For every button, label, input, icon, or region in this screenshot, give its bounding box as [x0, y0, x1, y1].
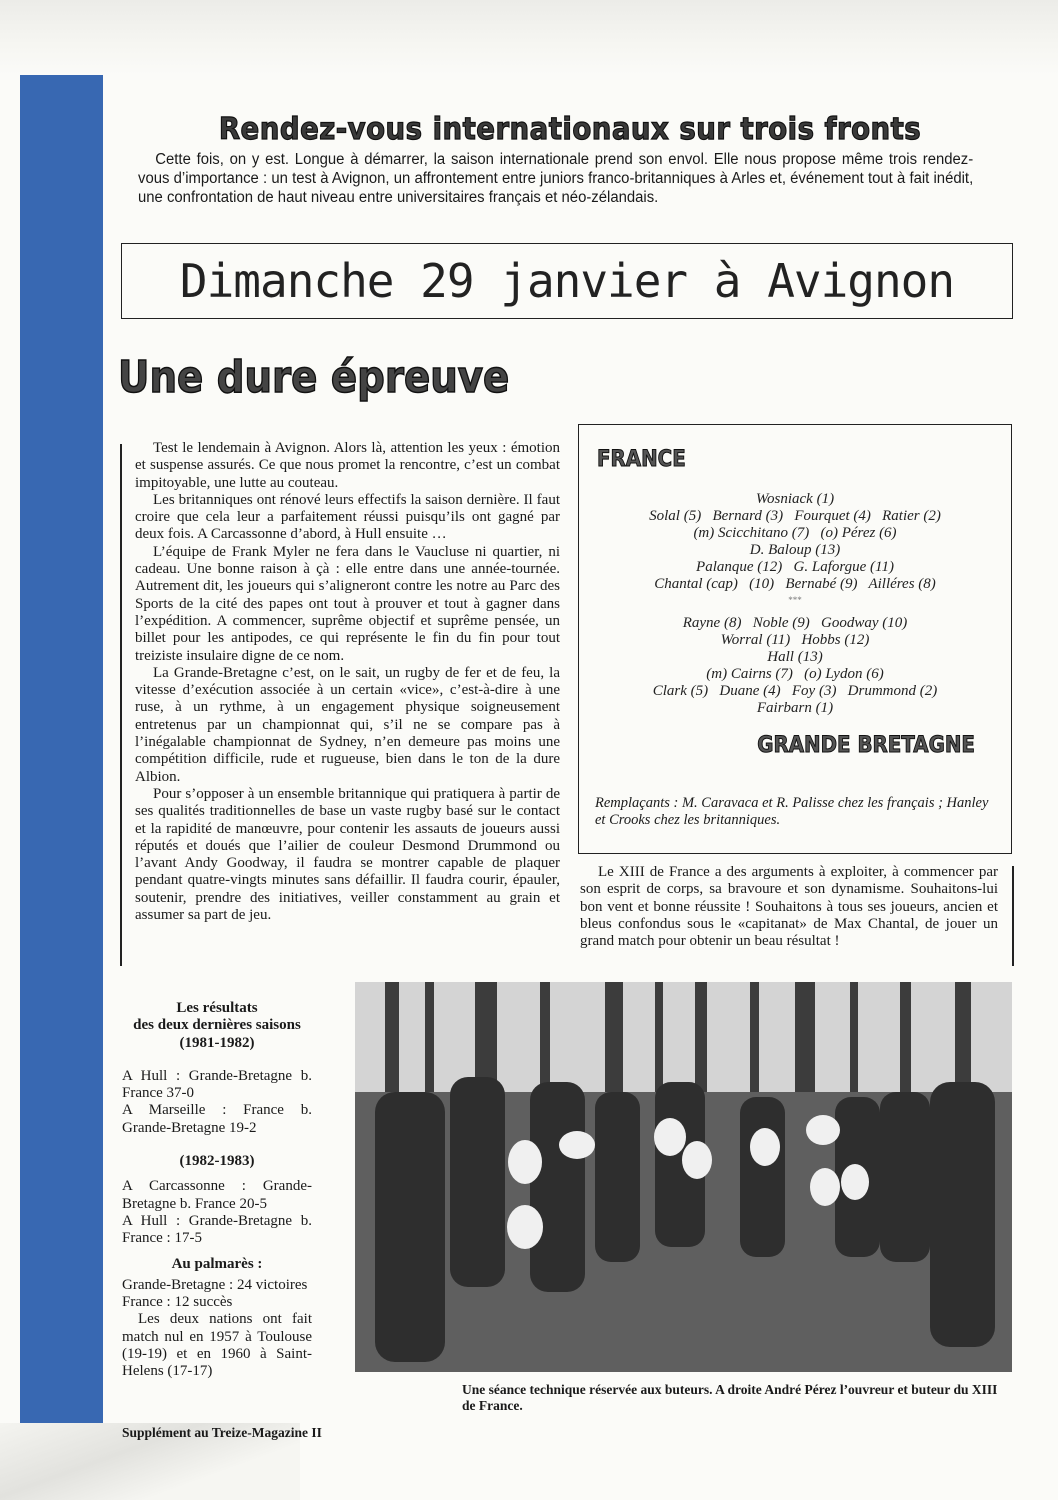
lineup-line: Wosniack (1)	[755, 491, 835, 507]
palmares-item: Grande-Bretagne : 24 victoires	[122, 1276, 308, 1293]
paper-edge-shading	[0, 0, 1058, 75]
gb-lineup	[579, 615, 1011, 717]
team-photo	[355, 982, 1012, 1372]
article-paragraph: Test le lendemain à Avignon. Alors là, attention les yeux : émotion et suspense assurés. Ce que nous promet la rencontre, c’est un combat impitoyable, une lutte au couteau.	[135, 440, 560, 491]
column-rule-left	[120, 444, 122, 966]
season-1-label: (1981-1982)	[179, 1034, 255, 1051]
article-paragraph: L’équipe de Frank Myler ne fera dans le Vaucluse ni quartier, ni cadeau. Une bonne raison à çà : elle entre dans une année-tournée. Autrement dit, les joueurs qui s’aligneront contre les notre au Parc des Sports de la cité des papes ont tout à prouver et tout à gagner dans l’expédition. A commencer, suprême objectif et suprême pensée, un billet pour les antipodes, ce qui représente le fin du fin pour tout treiziste insulaire digne de ce nom.	[135, 543, 560, 664]
lineup-line: Chantal (cap) (10) Bernabé (9) Ailléres (8)	[654, 576, 936, 592]
lineup-line: (m) Scicchitano (7) (o) Pérez (6)	[693, 525, 897, 541]
lineup-line: Worral (11) Hobbs (12)	[720, 632, 870, 648]
article-paragraph: Pour s’opposer à un ensemble britannique qui pratiquera à partir de ses qualités traditionnelles de base un vaste rugby basé sur le contact et la rapidité de manœuvre, pour contenir les assauts de joueurs aussi réputés et doués que l’ailier de couleur Desmond Drummond ou l’avant Andy Goodway, il faudra se montrer capable de plaquer pendant quatre-vingts minutes sans défaillir. Il faudra courir, épauler, soutenir, prendre des initiatives, veiller constamment au grain et assumer sa part de jeu.	[135, 785, 560, 924]
lineup-line: Fairbarn (1)	[756, 700, 834, 716]
result-item: A Marseille : France b. Grande-Bretagne 19-2	[122, 1102, 312, 1136]
lineups-box	[578, 424, 1012, 854]
article-title: Une dure épreuve	[118, 352, 510, 403]
draws-note: Les deux nations ont fait match nul en 1957 à Toulouse (19-19) et en 1960 à Saint-Helens (17-17)	[122, 1311, 312, 1380]
lineup-separator: ***	[788, 595, 802, 605]
headline: Rendez-vous internationaux sur trois fronts	[218, 112, 922, 147]
lineup-line: (m) Cairns (7) (o) Lydon (6)	[706, 666, 884, 682]
season-2-label: (1982-1983)	[179, 1153, 255, 1170]
palmares-item: France : 12 succès	[122, 1294, 233, 1311]
blue-margin-bar	[20, 75, 103, 1423]
closing-text	[580, 864, 998, 950]
intro-text: Cette fois, on y est. Longue à démarrer, la saison internationale prend son envol. Elle nous propose même trois rendez-vous d’importance : un test à Avignon, un affrontement entre juniors franco-britanniques à Arles et, événement tout à fait inédit, une confrontation de haut niveau entre universitaires français et néo-zélandais.	[138, 151, 974, 206]
date-banner-text: Dimanche 29 janvier à Avignon	[179, 254, 955, 308]
sky	[355, 982, 1012, 1092]
lineup-line: Solal (5) Bernard (3) Fourquet (4) Ratier (2)	[649, 508, 941, 524]
france-lineup	[579, 491, 1011, 607]
article-body	[135, 440, 560, 924]
gb-team-title: GRANDE BRETAGNE	[757, 733, 975, 758]
article-paragraph: Les britanniques ont rénové leurs effectifs la saison dernière. Il faut croire que cela leur a parfaitement réussi puisqu’ils ont gagné par deux fois. A Carcassonne d’abord, à Hull ensuite …	[135, 491, 560, 543]
substitutes-note: Remplaçants : M. Caravaca et R. Palisse chez les français ; Hanley et Crooks chez les britanniques.	[595, 795, 989, 828]
intro-paragraph	[138, 150, 973, 207]
lineup-line: Rayne (8) Noble (9) Goodway (10)	[682, 615, 908, 631]
result-item: A Hull : Grande-Bretagne b. France : 17-5	[122, 1212, 312, 1247]
results-heading-2: des deux dernières saisons	[133, 1017, 301, 1034]
photo-illustration	[355, 982, 1012, 1372]
palmares-heading: Au palmarès :	[171, 1255, 263, 1272]
article-paragraph: La Grande-Bretagne c’est, on le sait, un rugby de fer et de feu, la vitesse d’exécution associée à un certain «vice», c’est-à-dire à une ruse, à un rythme, à un engagement physique soigneusement entretenus par un championnat qui, s’il ne se compare pas à l’inégalable championnat de Sydney, n’en demeure pas moins une compétition difficile, rude et rugueuse, bien dans le ton de la dure Albion.	[135, 664, 560, 785]
page-footer: Supplément au Treize-Magazine II	[122, 1425, 322, 1440]
closing-paragraph: Le XIII de France a des arguments à exploiter, à commencer par son esprit de corps, sa bravoure et son dynamisme. Souhaitons-lui bon vent et bonne réussite ! Souhaitons à tous ses joueurs, ancien et bleus confondus sous le «capitanat» de Max Chantal, de jouer un grand match pour obtenir un beau résultat !	[580, 864, 998, 950]
results-sidebar	[122, 1000, 312, 1381]
date-banner	[121, 243, 1013, 319]
results-heading-1: Les résultats	[176, 1000, 258, 1016]
lineup-line: D. Baloup (13)	[749, 542, 841, 558]
photo-caption: Une séance technique réservée aux buteurs. A droite André Pérez l’ouvreur et buteur du XIII de France.	[462, 1382, 998, 1413]
lineup-line: Clark (5) Duane (4) Foy (3) Drummond (2)	[652, 683, 938, 699]
lineup-line: Hall (13)	[767, 649, 823, 665]
lineup-line: Palanque (12) G. Laforgue (11)	[696, 559, 894, 575]
result-item: A Hull : Grande-Bretagne b. France 37-0	[122, 1067, 312, 1102]
france-team-title: FRANCE	[597, 447, 686, 472]
column-rule-right	[1012, 866, 1014, 966]
result-item: A Carcassonne : Grande-Bretagne b. France 20-5	[122, 1178, 312, 1212]
